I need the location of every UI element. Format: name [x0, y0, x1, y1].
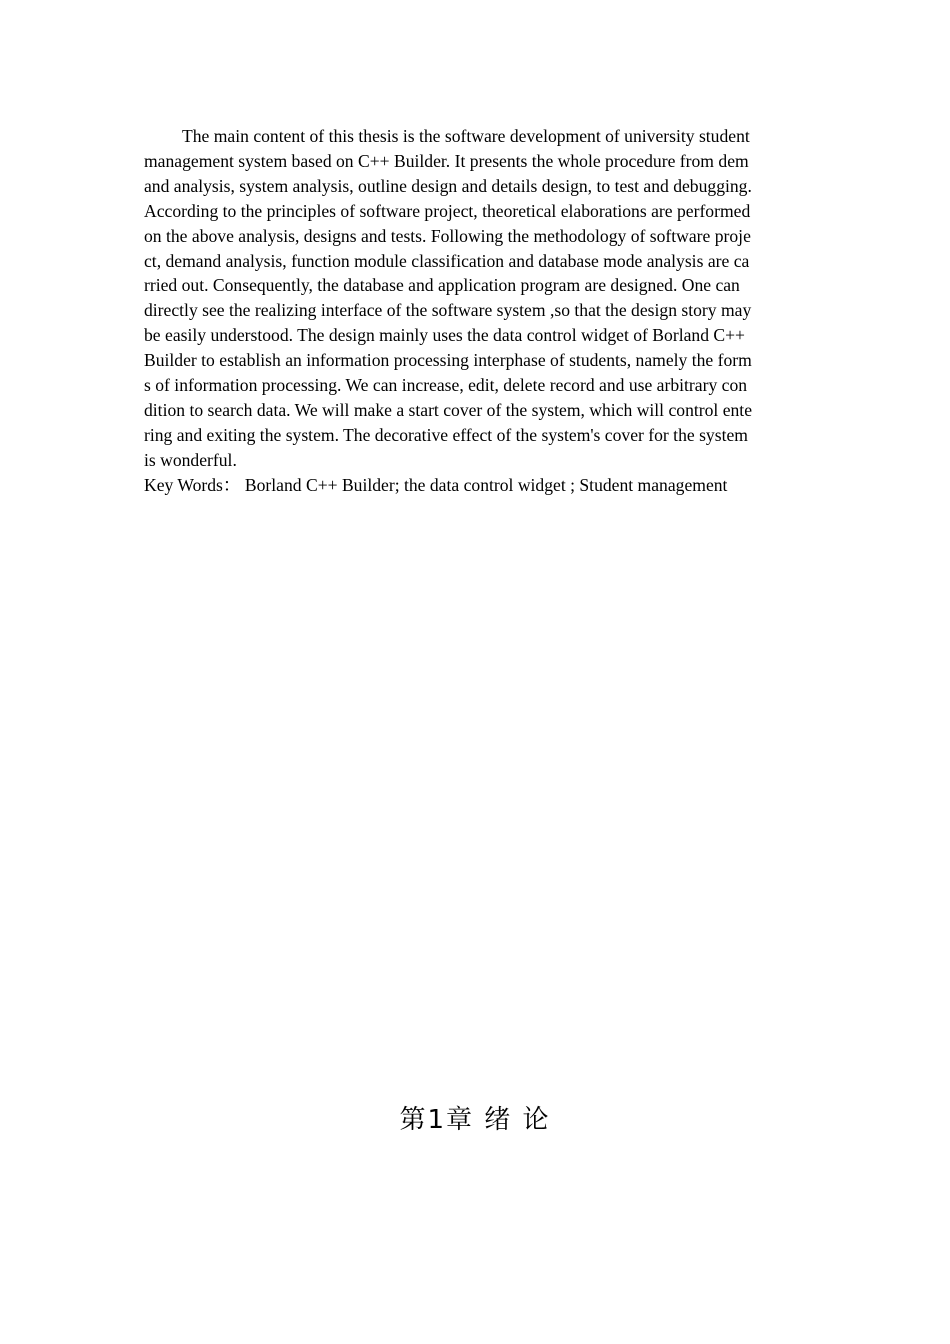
abstract-line: Builder to establish an information processing interphase of students, namely the form [144, 350, 752, 371]
abstract-line: s of information processing. We can increase, edit, delete record and use arbitrary con [144, 375, 748, 396]
abstract-line: directly see the realizing interface of the software system ,so that the design story may [144, 300, 752, 321]
abstract-line: ct, demand analysis, function module classification and database mode analysis are ca [144, 250, 750, 271]
keywords-line: Key Words： Borland C++ Builder; the data control widget ; Student management [144, 474, 728, 495]
abstract-line: and analysis, system analysis, outline design and details design, to test and debugging. [144, 175, 752, 196]
abstract-line: ring and exiting the system. The decorative effect of the system's cover for the system [144, 424, 748, 445]
abstract-line: rried out. Consequently, the database and application program are designed. One can [144, 275, 740, 296]
abstract-line: be easily understood. The design mainly uses the data control widget of Borland C++ [144, 325, 745, 346]
chapter-title: 第1章 绪 论 [399, 1105, 551, 1135]
abstract-paragraph [144, 124, 808, 498]
abstract-line: According to the principles of software project, theoretical elaborations are performed [144, 200, 751, 221]
abstract-line: management system based on C++ Builder. It presents the whole procedure from dem [144, 150, 749, 171]
abstract-line: dition to search data. We will make a start cover of the system, which will control ente [144, 399, 752, 420]
abstract-line: The main content of this thesis is the software development of university student [182, 126, 750, 146]
abstract-line: is wonderful. [144, 449, 237, 470]
abstract-line: on the above analysis, designs and tests. Following the methodology of software proje [144, 225, 751, 246]
